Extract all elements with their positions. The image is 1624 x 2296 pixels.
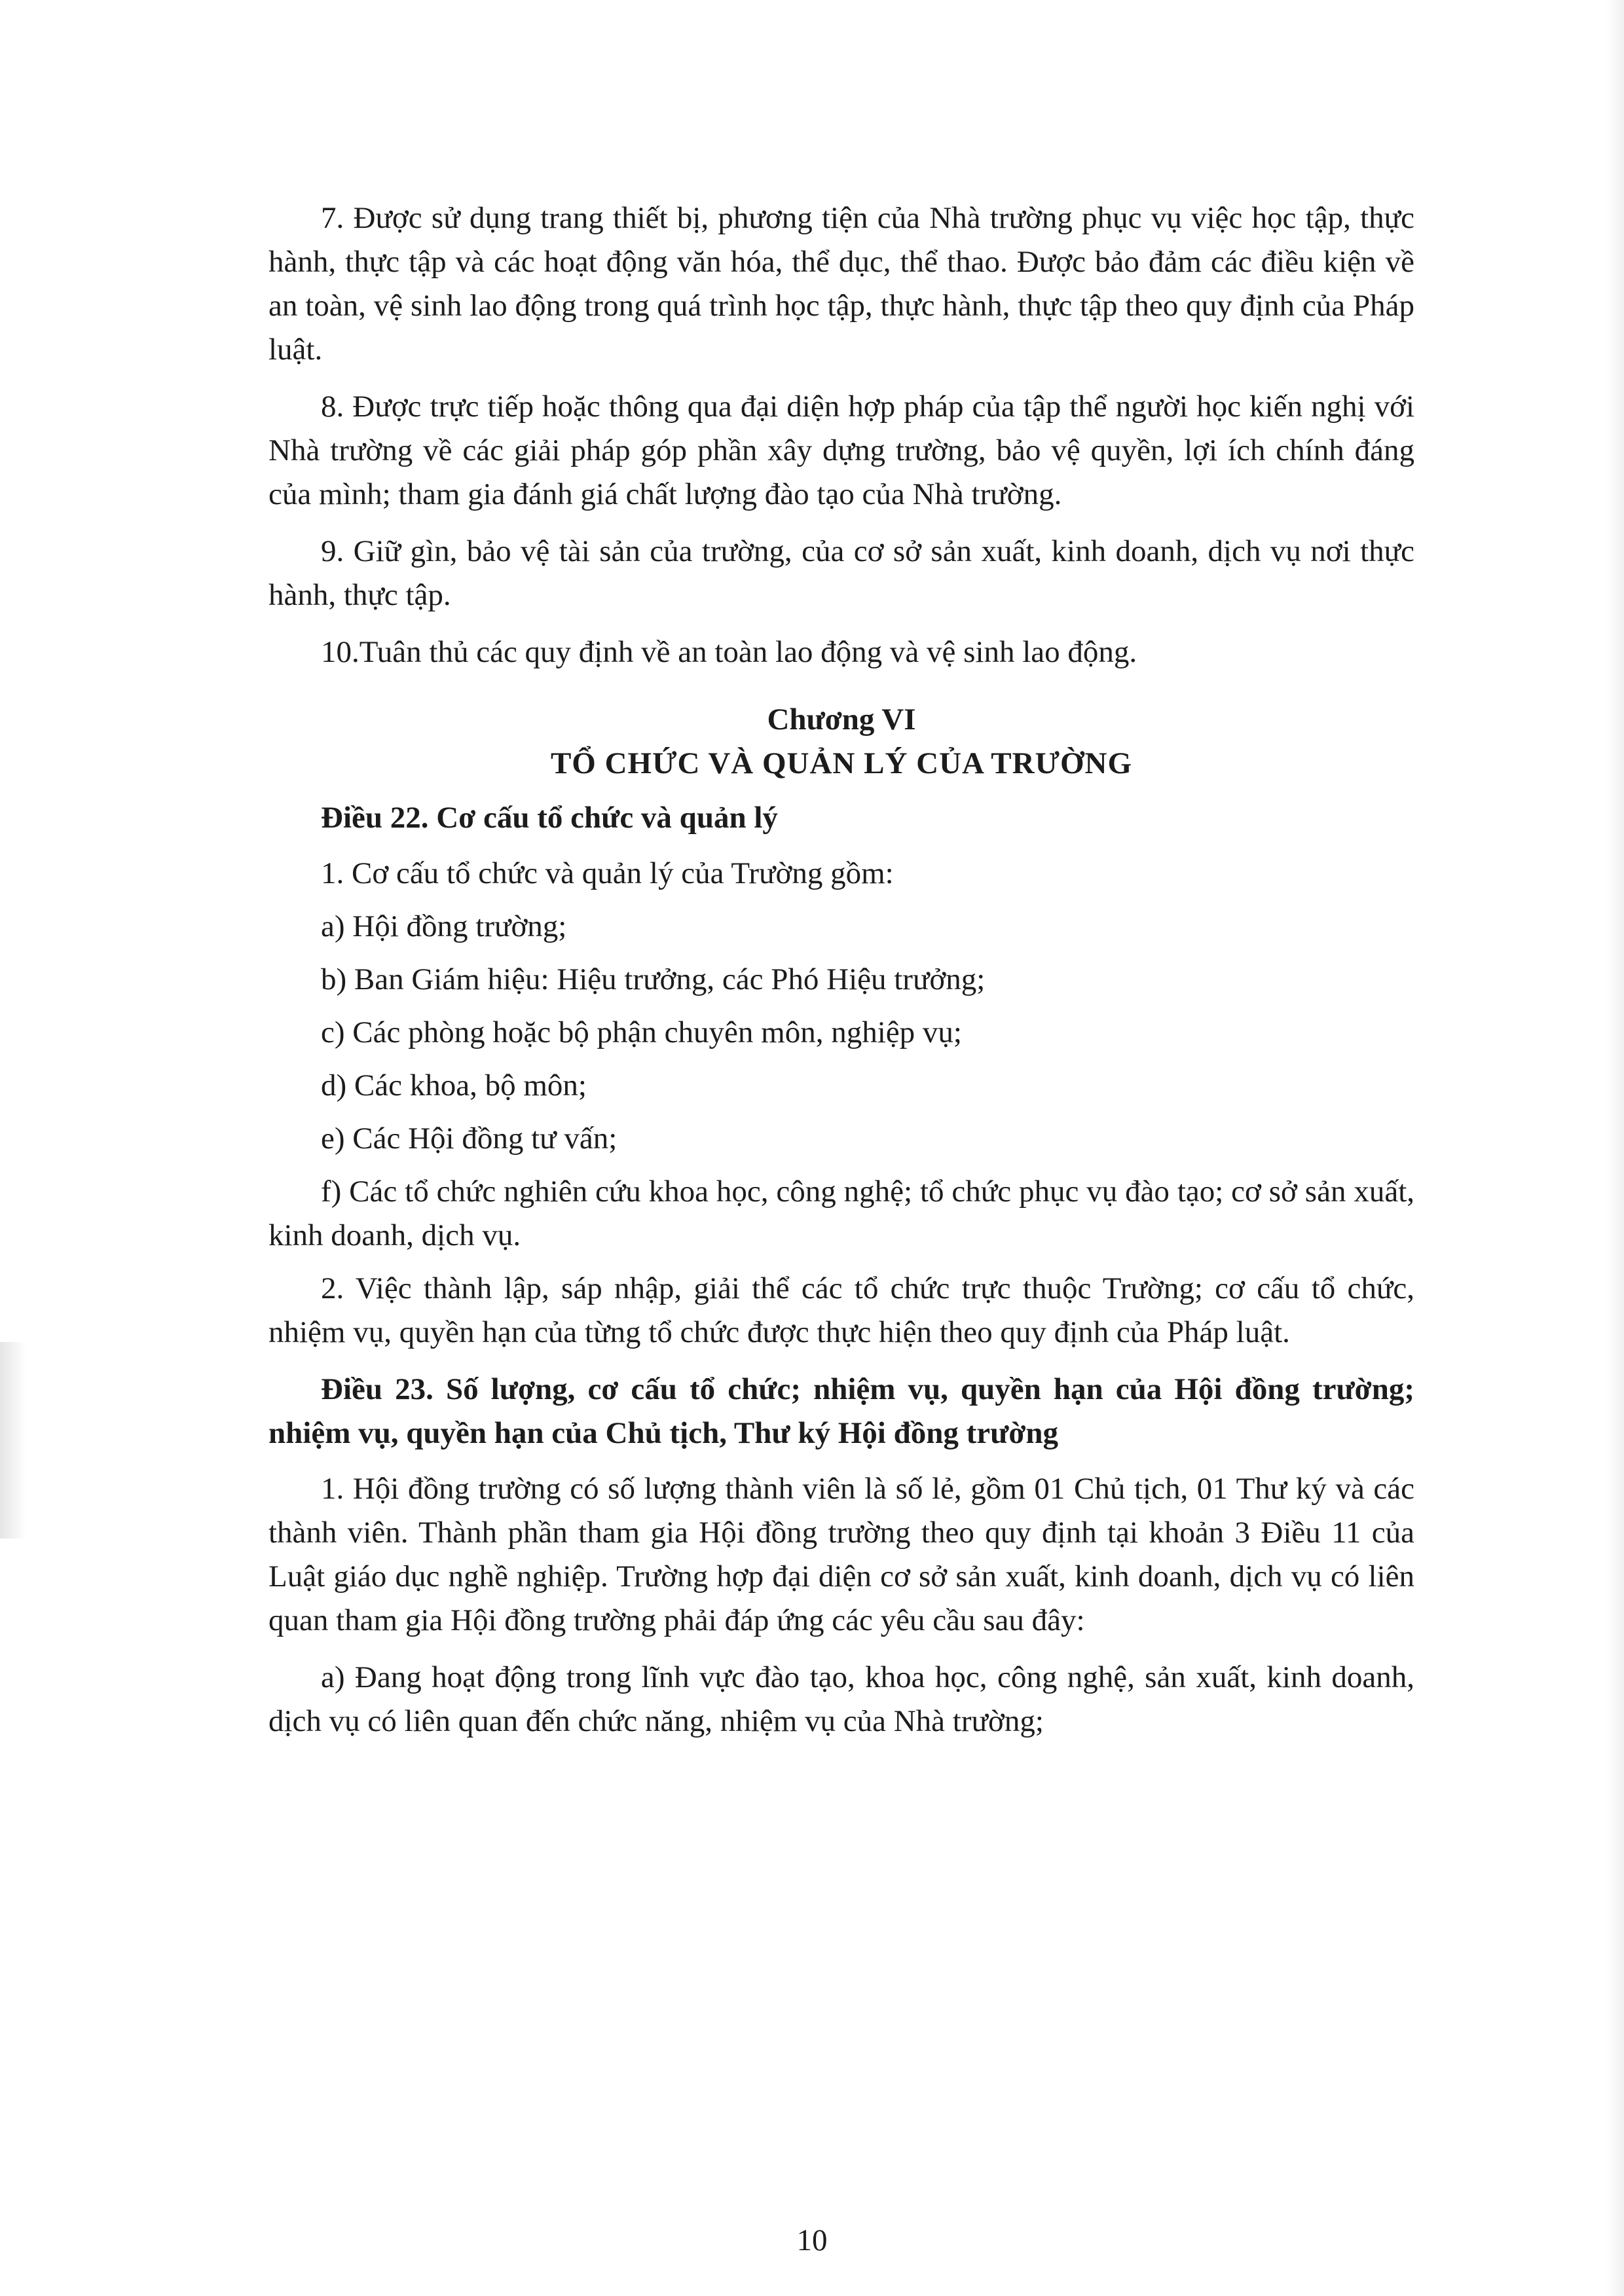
article-22-item-d: d) Các khoa, bộ môn; — [321, 1068, 587, 1102]
paragraph-item-7: 7. Được sử dụng trang thiết bị, phương tiện của Nhà trường phục vụ việc học tập, thực hành, thực tập và các hoạt động văn hóa, thể dục, thể thao. Được bảo đảm các điều kiện về an toàn, vệ sinh lao động trong quá trình học tập, thực hành, thực tập theo quy định của Pháp luật. — [268, 201, 1414, 367]
scan-edge-shadow — [0, 1342, 26, 1539]
paragraph-item-8: 8. Được trực tiếp hoặc thông qua đại diện hợp pháp của tập thể người học kiến nghị với Nhà trường về các giải pháp góp phần xây dựng trường, bảo vệ quyền, lợi ích chính đáng của mình; tham gia đánh giá chất lượng đào tạo của Nhà trường. — [268, 390, 1414, 511]
article-22-clause-2: 2. Việc thành lập, sáp nhập, giải thể các tổ chức trực thuộc Trường; cơ cấu tổ chức, nhiệm vụ, quyền hạn của từng tổ chức được thực hiện theo quy định của Pháp luật. — [268, 1271, 1414, 1349]
chapter-number: Chương VI — [767, 702, 916, 737]
article-23-clause-1: 1. Hội đồng trường có số lượng thành viên là số lẻ, gồm 01 Chủ tịch, 01 Thư ký và các thành viên. Thành phần tham gia Hội đồng trường theo quy định tại khoản 3 Điều 11 của Luật giáo dục nghề nghiệp. Trường hợp đại diện cơ sở sản xuất, kinh doanh, dịch vụ có liên quan tham gia Hội đồng trường phải đáp ứng các yêu cầu sau đây: — [268, 1472, 1414, 1637]
article-22-item-b: b) Ban Giám hiệu: Hiệu trưởng, các Phó Hiệu trưởng; — [321, 962, 986, 996]
article-22-title: Điều 22. Cơ cấu tổ chức và quản lý — [321, 801, 778, 835]
page-number: 10 — [796, 2223, 828, 2257]
scan-edge-shadow-right — [1606, 0, 1624, 2296]
article-22-clause-1: 1. Cơ cấu tổ chức và quản lý của Trường gồm: — [321, 856, 894, 890]
article-22-item-f: f) Các tổ chức nghiên cứu khoa học, công nghệ; tổ chức phục vụ đào tạo; cơ sở sản xuất, kinh doanh, dịch vụ. — [268, 1175, 1414, 1252]
paragraph-item-9: 9. Giữ gìn, bảo vệ tài sản của trường, của cơ sở sản xuất, kinh doanh, dịch vụ nơi thực hành, thực tập. — [268, 534, 1414, 612]
article-23-title: Điều 23. Số lượng, cơ cấu tổ chức; nhiệm vụ, quyền hạn của Hội đồng trường; nhiệm vụ, quyền hạn của Chủ tịch, Thư ký Hội đồng trường — [268, 1372, 1414, 1450]
article-22-item-a: a) Hội đồng trường; — [321, 909, 567, 943]
article-22-item-e: e) Các Hội đồng tư vấn; — [321, 1121, 618, 1156]
page-content — [268, 196, 1414, 1757]
paragraph-item-10: 10.Tuân thủ các quy định về an toàn lao động và vệ sinh lao động. — [321, 635, 1137, 669]
chapter-title: TỔ CHỨC VÀ QUẢN LÝ CỦA TRƯỜNG — [550, 746, 1133, 780]
article-22-item-c: c) Các phòng hoặc bộ phận chuyên môn, nghiệp vụ; — [321, 1015, 962, 1049]
article-23-item-a: a) Đang hoạt động trong lĩnh vực đào tạo, khoa học, công nghệ, sản xuất, kinh doanh, dịch vụ có liên quan đến chức năng, nhiệm vụ của Nhà trường; — [268, 1660, 1414, 1738]
